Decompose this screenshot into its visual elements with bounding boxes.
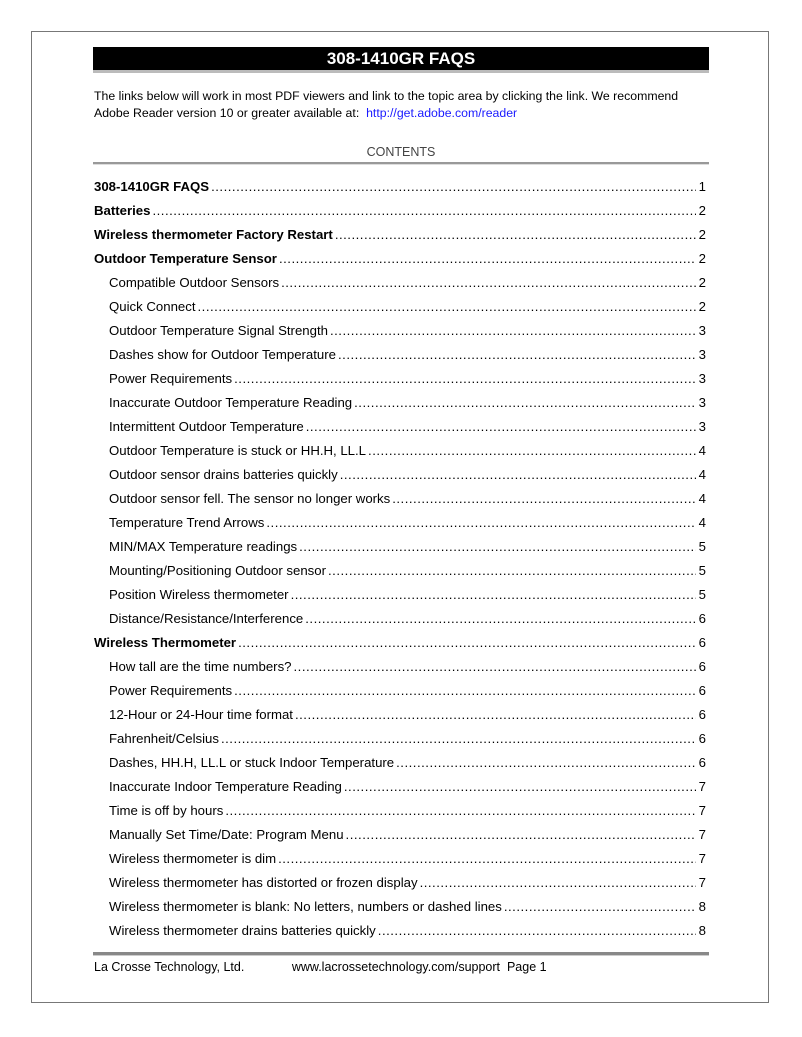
footer-url: www.lacrossetechnology.com/support: [291, 960, 501, 974]
toc-entry-page: 5: [698, 563, 706, 578]
toc-entry[interactable]: [94, 586, 706, 610]
leader-dots: [289, 586, 696, 610]
toc-entry-page: 8: [698, 899, 706, 914]
table-of-contents: [94, 178, 706, 946]
toc-entry-title: Inaccurate Indoor Temperature Reading: [109, 779, 342, 794]
leader-dots: [279, 274, 696, 298]
toc-entry-title: Power Requirements: [109, 371, 233, 386]
toc-entry[interactable]: [94, 178, 706, 202]
toc-entry-page: 6: [698, 611, 706, 626]
toc-entry-title: Batteries: [94, 203, 151, 218]
leader-dots: [196, 298, 696, 322]
toc-entry-title: 12-Hour or 24-Hour time format: [109, 707, 293, 722]
toc-entry-title: Wireless Thermometer: [94, 635, 237, 650]
toc-entry[interactable]: [94, 298, 706, 322]
toc-entry-page: 6: [698, 707, 706, 722]
toc-entry-title: Distance/Resistance/Interference: [109, 611, 304, 626]
toc-entry[interactable]: [94, 490, 706, 514]
leader-dots: [276, 850, 696, 874]
toc-entry[interactable]: [94, 706, 706, 730]
toc-entry-page: 6: [698, 755, 706, 770]
leader-dots: [376, 922, 696, 946]
toc-entry-title: Outdoor Temperature Signal Strength: [109, 323, 328, 338]
toc-entry-title: Quick Connect: [109, 299, 196, 314]
leader-dots: [232, 682, 696, 706]
toc-entry[interactable]: [94, 730, 706, 754]
leader-dots: [292, 658, 696, 682]
leader-dots: [394, 754, 696, 778]
toc-entry-title: Wireless thermometer drains batteries quickly: [109, 923, 376, 938]
toc-entry-page: 2: [698, 251, 706, 266]
toc-entry-title: Position Wireless thermometer: [109, 587, 289, 602]
leader-dots: [277, 250, 696, 274]
toc-entry[interactable]: [94, 370, 706, 394]
toc-entry-title: Wireless thermometer has distorted or frozen display: [109, 875, 418, 890]
toc-entry-page: 3: [698, 347, 706, 362]
leader-dots: [223, 802, 695, 826]
toc-entry-title: MIN/MAX Temperature readings: [109, 539, 298, 554]
toc-entry[interactable]: [94, 538, 706, 562]
leader-dots: [418, 874, 696, 898]
toc-entry-title: Mounting/Positioning Outdoor sensor: [109, 563, 326, 578]
toc-entry-page: 1: [698, 179, 706, 194]
leader-dots: [366, 442, 696, 466]
toc-entry-title: Wireless thermometer is blank: No letters, numbers or dashed lines: [109, 899, 502, 914]
toc-entry-page: 7: [698, 851, 706, 866]
toc-entry[interactable]: [94, 754, 706, 778]
toc-entry[interactable]: [94, 274, 706, 298]
leader-dots: [326, 562, 696, 586]
leader-dots: [338, 466, 696, 490]
toc-entry-title: Temperature Trend Arrows: [109, 515, 265, 530]
toc-entry-title: Intermittent Outdoor Temperature: [109, 419, 304, 434]
toc-entry-page: 4: [698, 491, 706, 506]
toc-entry[interactable]: [94, 610, 706, 634]
toc-entry-page: 2: [698, 299, 706, 314]
toc-entry-page: 4: [698, 515, 706, 530]
leader-dots: [150, 202, 695, 226]
toc-entry-page: 6: [698, 731, 706, 746]
leader-dots: [297, 538, 696, 562]
toc-entry[interactable]: [94, 826, 706, 850]
leader-dots: [304, 418, 696, 442]
toc-entry[interactable]: [94, 898, 706, 922]
toc-entry-title: How tall are the time numbers?: [109, 659, 292, 674]
toc-entry-title: Fahrenheit/Celsius: [109, 731, 219, 746]
toc-entry-title: Dashes, HH.H, LL.L or stuck Indoor Temperature: [109, 755, 395, 770]
toc-entry[interactable]: [94, 634, 706, 658]
toc-entry-page: 2: [698, 275, 706, 290]
toc-entry-title: Inaccurate Outdoor Temperature Reading: [109, 395, 353, 410]
toc-entry[interactable]: [94, 802, 706, 826]
intro-text: The links below will work in most PDF viewers and link to the topic area by clicking the link. We recommend Adobe Reader version 10 or greater available at:: [94, 89, 679, 120]
toc-entry[interactable]: [94, 322, 706, 346]
toc-entry-page: 4: [698, 443, 706, 458]
intro-paragraph: [94, 88, 714, 122]
toc-entry[interactable]: [94, 226, 706, 250]
toc-entry[interactable]: [94, 394, 706, 418]
toc-entry-page: 7: [698, 827, 706, 842]
toc-entry-page: 5: [698, 587, 706, 602]
adobe-reader-link[interactable]: http://get.adobe.com/reader: [366, 106, 518, 120]
toc-entry-page: 6: [698, 659, 706, 674]
toc-entry-page: 4: [698, 467, 706, 482]
leader-dots: [232, 370, 696, 394]
toc-entry[interactable]: [94, 658, 706, 682]
toc-entry-page: 2: [698, 203, 706, 218]
contents-heading: CONTENTS: [366, 145, 436, 159]
toc-entry-title: 308-1410GR FAQS: [94, 179, 210, 194]
footer-page-number: Page 1: [506, 960, 547, 974]
toc-entry-page: 6: [698, 635, 706, 650]
toc-entry-page: 3: [698, 323, 706, 338]
toc-entry[interactable]: [94, 778, 706, 802]
toc-entry[interactable]: [94, 418, 706, 442]
toc-entry-title: Wireless thermometer Factory Restart: [94, 227, 333, 242]
leader-dots: [303, 610, 695, 634]
leader-dots: [264, 514, 695, 538]
leader-dots: [336, 346, 696, 370]
toc-entry[interactable]: [94, 922, 706, 946]
toc-entry-title: Power Requirements: [109, 683, 233, 698]
leader-dots: [342, 778, 696, 802]
leader-dots: [344, 826, 696, 850]
leader-dots: [333, 226, 696, 250]
toc-entry-title: Dashes show for Outdoor Temperature: [109, 347, 336, 362]
toc-entry[interactable]: [94, 346, 706, 370]
leader-dots: [390, 490, 695, 514]
toc-entry-page: 2: [698, 227, 706, 242]
contents-divider: [93, 162, 709, 165]
toc-entry[interactable]: [94, 562, 706, 586]
leader-dots: [219, 730, 696, 754]
toc-entry-title: Outdoor sensor fell. The sensor no longer works: [109, 491, 391, 506]
toc-entry-page: 8: [698, 923, 706, 938]
toc-entry[interactable]: [94, 850, 706, 874]
toc-entry-title: Outdoor sensor drains batteries quickly: [109, 467, 338, 482]
toc-entry-title: Compatible Outdoor Sensors: [109, 275, 280, 290]
toc-entry[interactable]: [94, 514, 706, 538]
toc-entry[interactable]: [94, 442, 706, 466]
leader-dots: [502, 898, 696, 922]
toc-entry-page: 7: [698, 779, 706, 794]
toc-entry-page: 7: [698, 875, 706, 890]
toc-entry[interactable]: [94, 874, 706, 898]
footer-company: La Crosse Technology, Ltd.: [94, 960, 245, 974]
toc-entry-title: Outdoor Temperature Sensor: [94, 251, 277, 266]
footer-divider: [93, 952, 709, 956]
toc-entry[interactable]: [94, 202, 706, 226]
toc-entry-page: 6: [698, 683, 706, 698]
toc-entry-title: Wireless thermometer is dim: [109, 851, 277, 866]
leader-dots: [328, 322, 696, 346]
toc-entry-page: 3: [698, 419, 706, 434]
toc-entry-page: 3: [698, 371, 706, 386]
leader-dots: [209, 178, 696, 202]
page-title: 308-1410GR FAQS: [93, 47, 709, 70]
toc-entry[interactable]: [94, 250, 706, 274]
leader-dots: [236, 634, 696, 658]
toc-entry-title: Manually Set Time/Date: Program Menu: [109, 827, 344, 842]
toc-entry-page: 7: [698, 803, 706, 818]
toc-entry-title: Outdoor Temperature is stuck or HH.H, LL.L: [109, 443, 367, 458]
toc-entry[interactable]: [94, 682, 706, 706]
toc-entry-title: Time is off by hours: [109, 803, 224, 818]
footer: [94, 960, 547, 974]
leader-dots: [352, 394, 696, 418]
toc-entry-page: 5: [698, 539, 706, 554]
toc-entry[interactable]: [94, 466, 706, 490]
toc-entry-page: 3: [698, 395, 706, 410]
leader-dots: [293, 706, 696, 730]
